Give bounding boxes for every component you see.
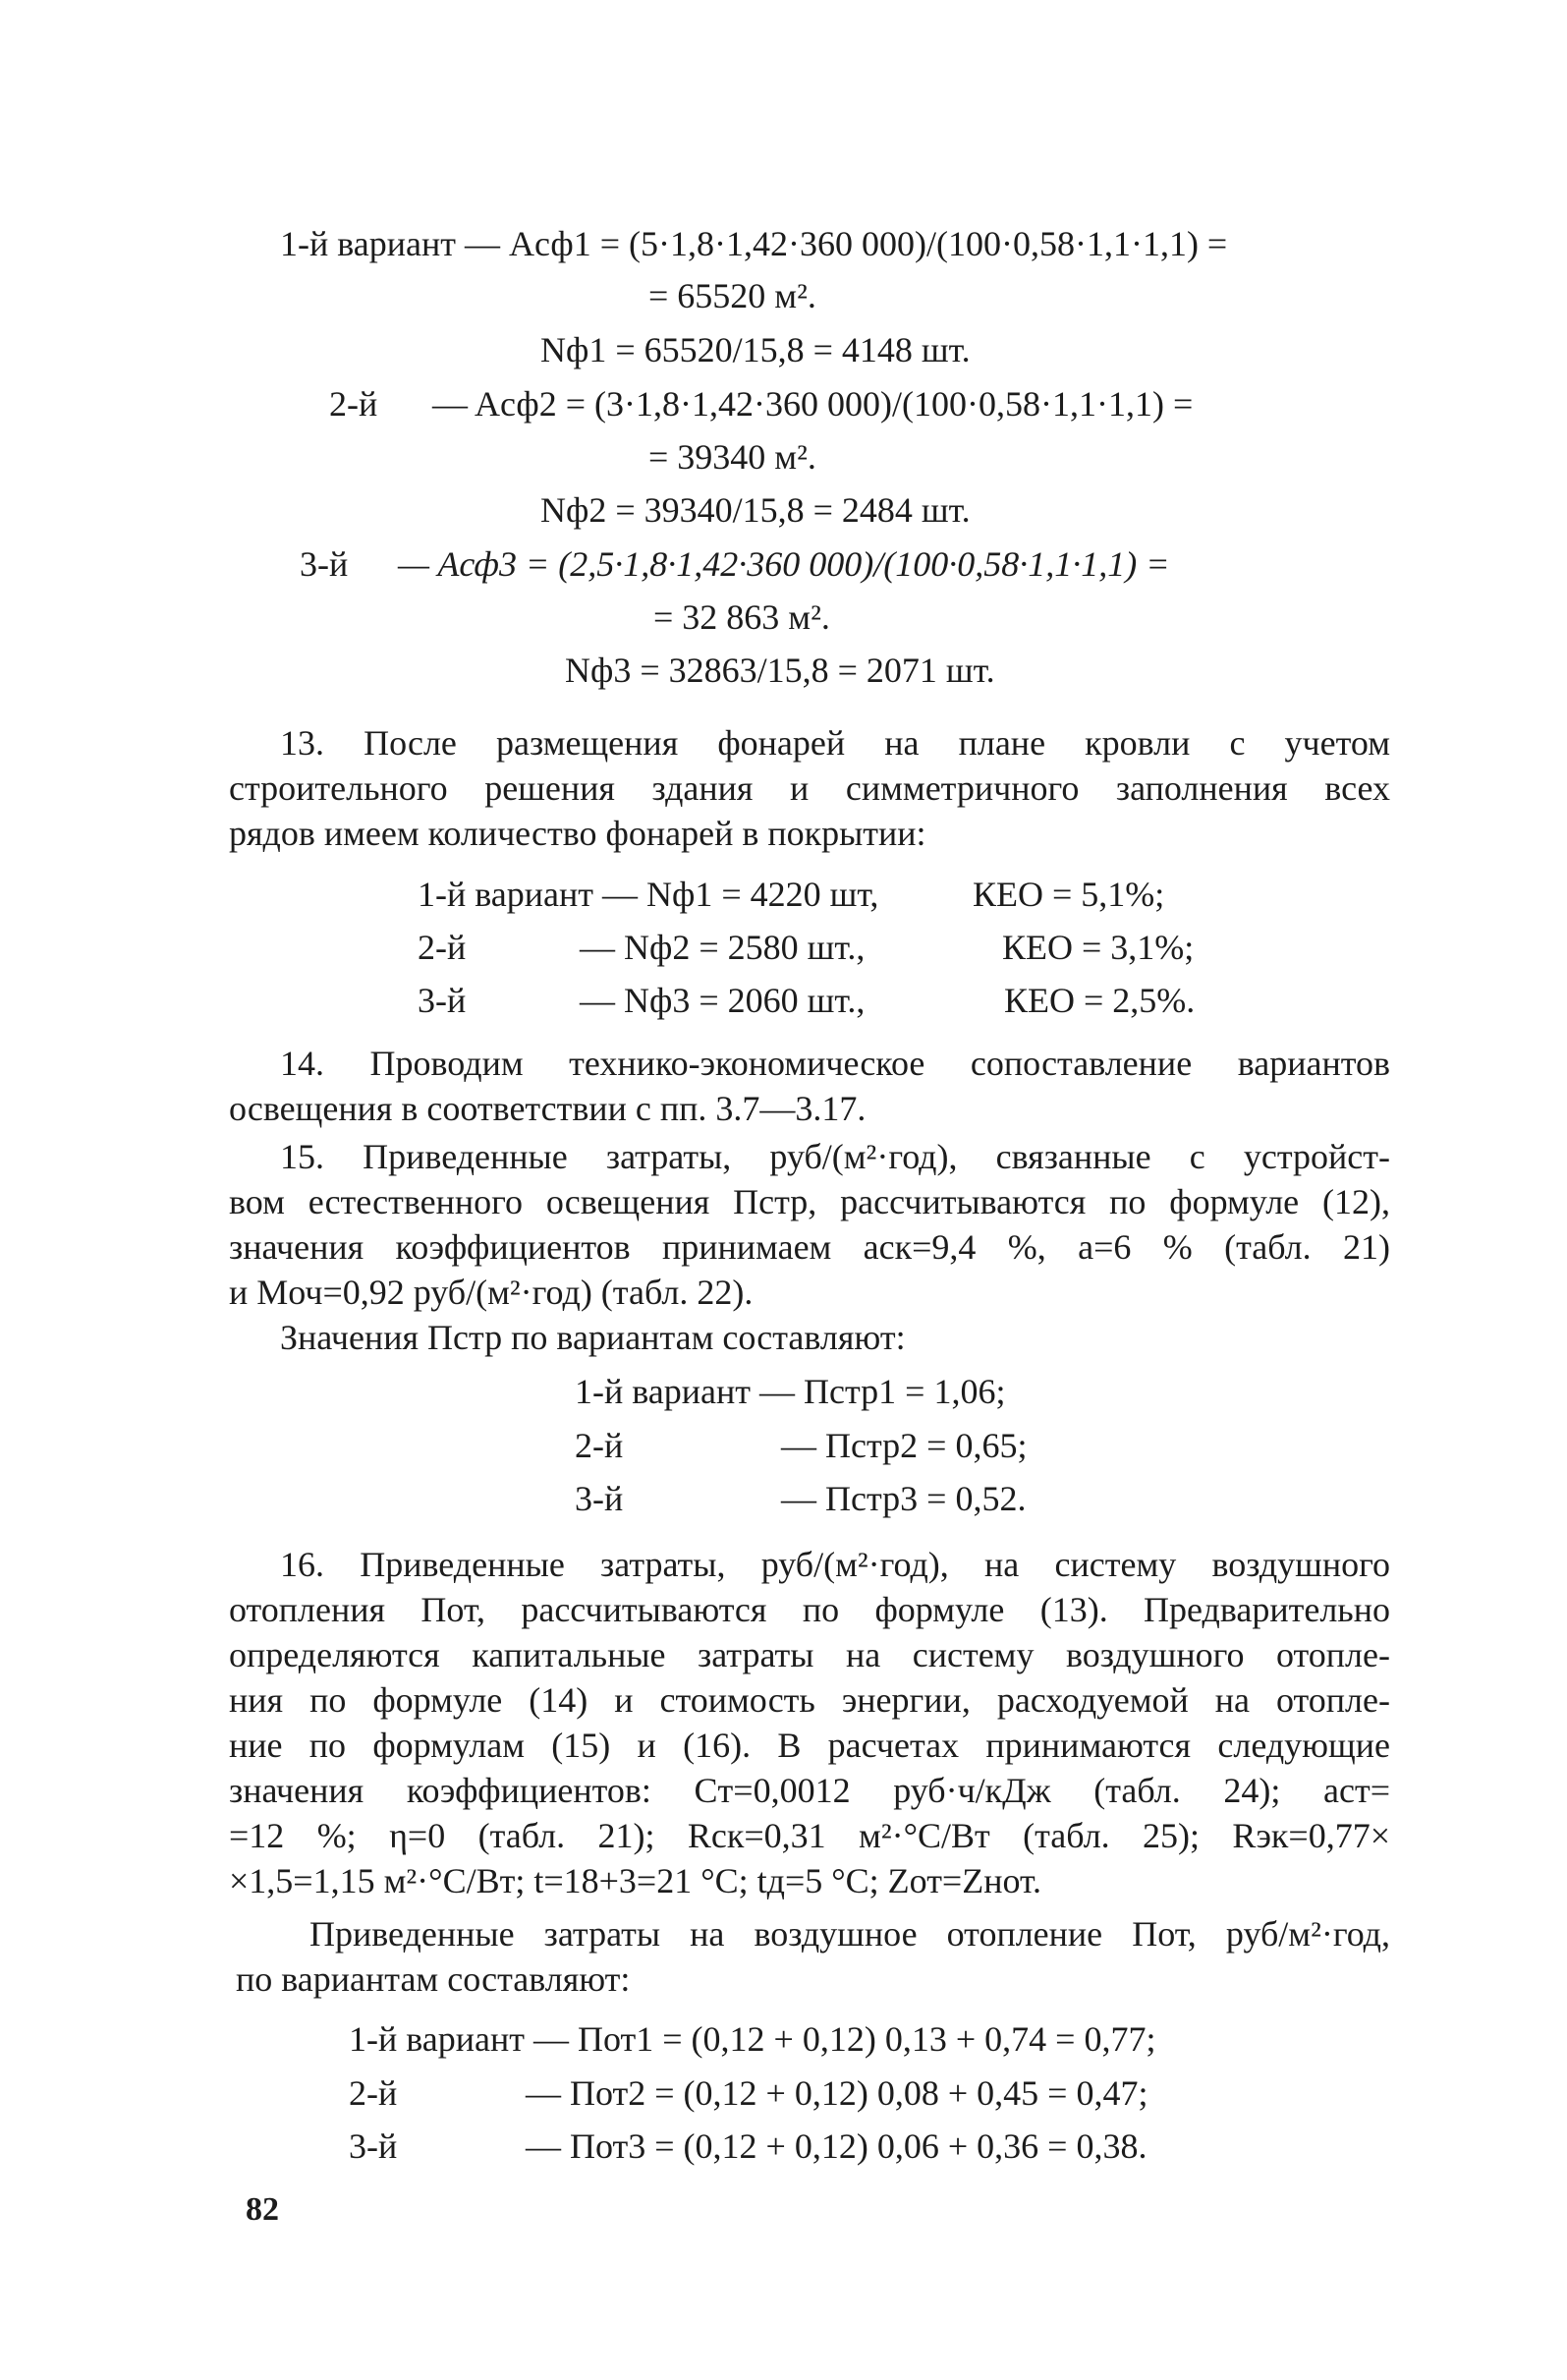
t13-row3-c: КЕО = 2,5%. <box>1004 981 1196 1020</box>
p15-line2: вом естественного освещения Пстр, рассчитываются по формуле (12), <box>229 1182 1390 1221</box>
formula-variant1-count: Nф1 = 65520/15,8 = 4148 шт. <box>540 330 971 369</box>
t16-row3-b: — Пот3 = (0,12 + 0,12) 0,06 + 0,36 = 0,38. <box>526 2126 1147 2166</box>
p16-line8: ×1,5=1,15 м²·°С/Вт; t=18+3=21 °С; tд=5 °С; Zот=Zнот. <box>229 1861 1042 1900</box>
formula-variant2-label: 2-й <box>329 384 378 424</box>
t15-row3-b: — Пстр3 = 0,52. <box>781 1479 1027 1518</box>
p16-line3: определяются капитальные затраты на систему воздушного отопле- <box>229 1635 1390 1674</box>
p15-line3: значения коэффициентов принимаем aск=9,4 %, a=6 % (табл. 21) <box>229 1227 1390 1267</box>
t13-row1-a: 1-й вариант — Nф1 = 4220 шт, <box>418 875 879 914</box>
p16-line7: =12 %; η=0 (табл. 21); Rск=0,31 м²·°С/Вт (табл. 25); Rэк=0,77× <box>229 1816 1390 1855</box>
p15-line1: 15. Приведенные затраты, руб/(м²·год), связанные с устройст- <box>280 1137 1390 1176</box>
t15-row2-b: — Пстр2 = 0,65; <box>781 1426 1028 1465</box>
t16-row2-b: — Пот2 = (0,12 + 0,12) 0,08 + 0,45 = 0,47; <box>526 2073 1148 2113</box>
page-number: 82 <box>246 2191 279 2228</box>
p16-line9: Приведенные затраты на воздушное отопление Пот, руб/м²·год, <box>309 1914 1390 1954</box>
p15-line4: и Mоч=0,92 руб/(м²·год) (табл. 22). <box>229 1273 754 1312</box>
t15-row2-a: 2-й <box>575 1426 624 1465</box>
p14-line1: 14. Проводим технико-экономическое сопоставление вариантов <box>280 1044 1390 1083</box>
t13-row3-a: 3-й <box>418 981 467 1020</box>
p14-line2: освещения в соответствии с пп. 3.7—3.17. <box>229 1089 867 1128</box>
formula-variant1-result: = 65520 м². <box>648 276 816 315</box>
formula-variant3-result: = 32 863 м². <box>653 597 830 637</box>
p13-line1: 13. После размещения фонарей на плане кровли с учетом <box>280 723 1390 763</box>
formula-variant2-result: = 39340 м². <box>648 437 816 477</box>
p16-line2: отопления Пот, рассчитываются по формуле (13). Предварительно <box>229 1590 1390 1629</box>
t13-row3-b: — Nф3 = 2060 шт., <box>580 981 866 1020</box>
t16-row1: 1-й вариант — Пот1 = (0,12 + 0,12) 0,13 + 0,74 = 0,77; <box>349 2019 1156 2059</box>
t15-row3-a: 3-й <box>575 1479 624 1518</box>
p16-line5: ние по формулам (15) и (16). В расчетах принимаются следующие <box>229 1726 1390 1765</box>
t15-row1: 1-й вариант — Пстр1 = 1,06; <box>575 1372 1006 1411</box>
formula-variant3-label: 3-й <box>300 544 349 584</box>
formula-variant3: — Aсф3 = (2,5·1,8·1,42·360 000)/(100·0,58·1,1·1,1) = <box>398 544 1170 584</box>
p13-line3: рядов имеем количество фонарей в покрытии: <box>229 814 926 853</box>
t13-row1-b: КЕО = 5,1%; <box>973 875 1165 914</box>
formula-variant2-count: Nф2 = 39340/15,8 = 2484 шт. <box>540 490 971 530</box>
t16-row3-a: 3-й <box>349 2126 398 2166</box>
t16-row2-a: 2-й <box>349 2073 398 2113</box>
p16-line10: по вариантам составляют: <box>236 1959 631 1999</box>
p16-line4: ния по формуле (14) и стоимость энергии, расходуемой на отопле- <box>229 1680 1390 1720</box>
formula-variant2: — Aсф2 = (3·1,8·1,42·360 000)/(100·0,58·1,1·1,1) = <box>432 384 1194 424</box>
p13-line2: строительного решения здания и симметричного заполнения всех <box>229 768 1390 808</box>
formula-variant1: 1-й вариант — Aсф1 = (5·1,8·1,42·360 000)/(100·0,58·1,1·1,1) = <box>280 224 1228 263</box>
p16-line1: 16. Приведенные затраты, руб/(м²·год), на систему воздушного <box>280 1545 1390 1584</box>
t13-row2-b: — Nф2 = 2580 шт., <box>580 928 866 967</box>
p15-line5: Значения Пстр по вариантам составляют: <box>280 1318 906 1357</box>
formula-variant3-count: Nф3 = 32863/15,8 = 2071 шт. <box>565 651 995 690</box>
t13-row2-a: 2-й <box>418 928 467 967</box>
p16-line6: значения коэффициентов: Cт=0,0012 руб·ч/кДж (табл. 24); aст= <box>229 1771 1390 1810</box>
t13-row2-c: КЕО = 3,1%; <box>1002 928 1195 967</box>
